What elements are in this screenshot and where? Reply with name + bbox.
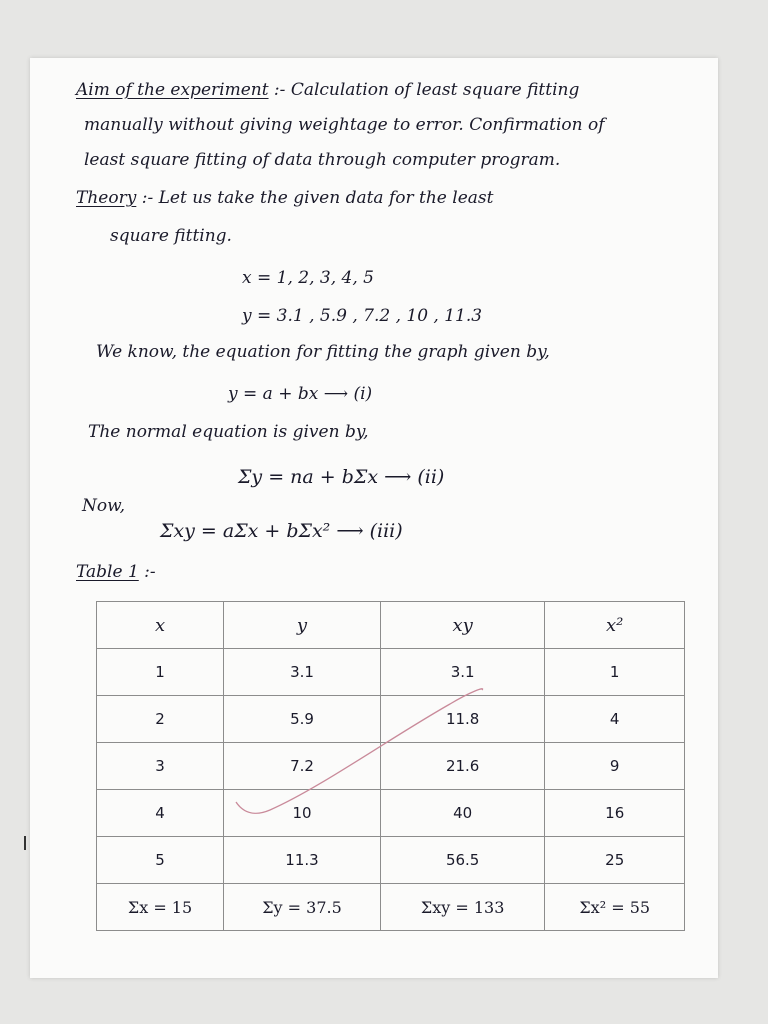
cell-xy: 56.5 — [380, 837, 545, 884]
notebook-page — [30, 58, 718, 978]
we-know-line: We know, the equation for fitting the graph given by, — [96, 342, 550, 362]
table-title-separator: :- — [138, 562, 156, 582]
sum-xy: Σxy = 133 — [380, 884, 545, 931]
cell-y: 11.3 — [224, 837, 381, 884]
equation-2: Σy = na + bΣx ⟶ (ii) — [238, 466, 445, 488]
aim-label: Aim of the experiment — [76, 80, 269, 100]
table-title-line — [76, 562, 156, 582]
header-xy: xy — [380, 602, 545, 649]
aim-separator: :- — [268, 80, 291, 100]
theory-line-1 — [76, 188, 493, 208]
margin-tick — [24, 836, 26, 850]
table-row — [97, 743, 685, 790]
table-sum-row — [97, 884, 685, 931]
aim-line-1 — [76, 80, 579, 100]
now-label: Now, — [82, 496, 126, 516]
table-row — [97, 696, 685, 743]
cell-x-squared: 1 — [545, 649, 685, 696]
cell-xy: 21.6 — [380, 743, 545, 790]
cell-x-squared: 4 — [545, 696, 685, 743]
cell-xy: 40 — [380, 790, 545, 837]
cell-y: 10 — [224, 790, 381, 837]
cell-y: 5.9 — [224, 696, 381, 743]
header-x-squared: x² — [545, 602, 685, 649]
cell-x-squared: 16 — [545, 790, 685, 837]
header-y: y — [224, 602, 381, 649]
theory-label: Theory — [76, 188, 137, 208]
equation-3: Σxy = aΣx + bΣx² ⟶ (iii) — [160, 520, 403, 542]
cell-x: 2 — [97, 696, 224, 743]
cell-xy: 3.1 — [380, 649, 545, 696]
cell-x-squared: 9 — [545, 743, 685, 790]
aim-line-2: manually without giving weightage to error. Confirmation of — [84, 115, 605, 135]
header-x: x — [97, 602, 224, 649]
theory-separator: :- — [136, 188, 159, 208]
data-table — [96, 601, 685, 931]
table-row — [97, 790, 685, 837]
cell-x: 1 — [97, 649, 224, 696]
theory-text-1: Let us take the given data for the least — [158, 188, 494, 208]
aim-text-1: Calculation of least square fitting — [290, 80, 580, 100]
cell-y: 7.2 — [224, 743, 381, 790]
sum-x: Σx = 15 — [97, 884, 224, 931]
sum-y: Σy = 37.5 — [224, 884, 381, 931]
sum-x-squared: Σx² = 55 — [545, 884, 685, 931]
table-row — [97, 649, 685, 696]
cell-x: 3 — [97, 743, 224, 790]
x-data: x = 1, 2, 3, 4, 5 — [242, 268, 374, 288]
cell-x-squared: 25 — [545, 837, 685, 884]
theory-line-2: square fitting. — [110, 226, 232, 246]
normal-equation-intro: The normal equation is given by, — [88, 422, 369, 442]
aim-line-3: least square fitting of data through computer program. — [84, 150, 561, 170]
cell-x: 4 — [97, 790, 224, 837]
cell-x: 5 — [97, 837, 224, 884]
cell-y: 3.1 — [224, 649, 381, 696]
table-row — [97, 837, 685, 884]
cell-xy: 11.8 — [380, 696, 545, 743]
table-title: Table 1 — [76, 562, 139, 582]
y-data: y = 3.1 , 5.9 , 7.2 , 10 , 11.3 — [242, 306, 483, 326]
table-header-row — [97, 602, 685, 649]
equation-1: y = a + bx ⟶ (i) — [228, 384, 373, 404]
